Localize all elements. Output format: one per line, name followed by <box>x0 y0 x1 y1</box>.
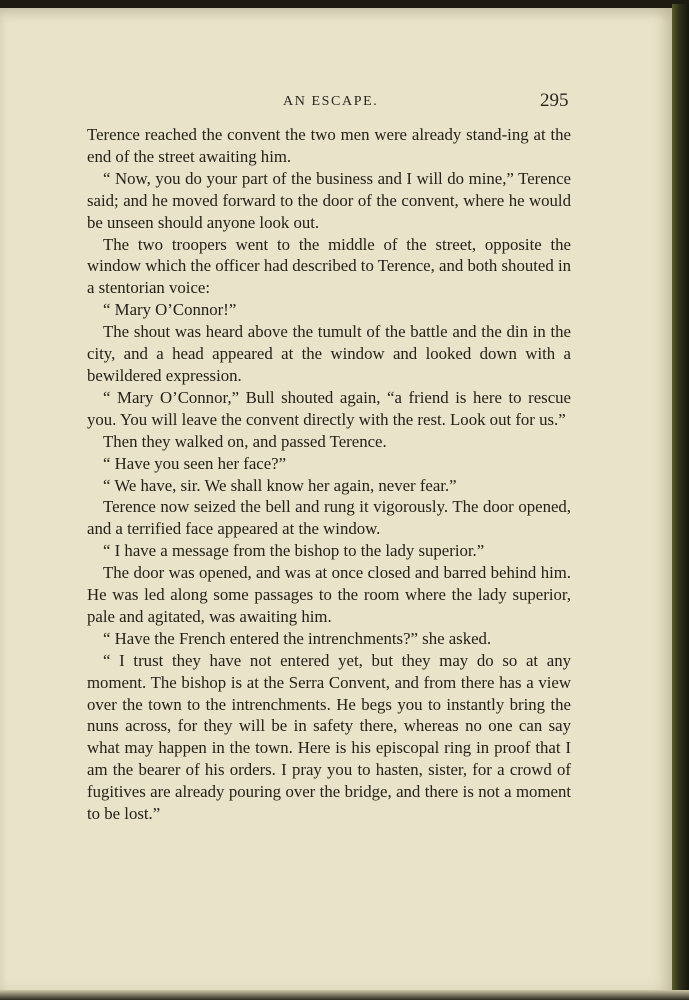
paragraph: “ Mary O’Connor!” <box>103 300 237 320</box>
book-page <box>0 8 674 994</box>
paragraph: Then they walked on, and passed Terence. <box>103 431 387 451</box>
running-head: AN ESCAPE. <box>283 94 379 109</box>
bottom-edge <box>0 990 689 1000</box>
paragraph: The shout was heard above the tumult of the battle and the din in the city, and a head appeared at the window and looked down with a bewildered expression. <box>87 322 571 385</box>
paragraph: Terence now seized the bell and rung it vigorously. The door opened, and a terrified face appeared at the window. <box>87 497 571 539</box>
paragraph: “ I trust they have not entered yet, but they may do so at any moment. The bishop is at the Serra Convent, and from there has a view over the town to the intrenchments. He begs you to instantly bring the nuns across, for they will be in safety there, whereas no one can say what may happen in the town. Here is his episcopal ring in proof that I am the bearer of his orders. I pray you to hasten, sister, for a crowd of fugitives are already pouring over the bridge, and there is not a moment to be lost.” <box>87 650 571 824</box>
paragraph: “ I have a message from the bishop to the lady superior.” <box>103 541 485 561</box>
paragraph: “ Have the French entered the intrenchments?” she asked. <box>103 628 492 648</box>
paragraph: “ Now, you do your part of the business and I will do mine,” Terence said; and he moved forward to the door of the convent, where he would be unseen should anyone look out. <box>87 168 571 232</box>
book-edge <box>672 4 689 1000</box>
paragraph: “ We have, sir. We shall know her again, never fear.” <box>103 475 457 495</box>
paragraph: Terence reached the convent the two men were already stand-ing at the end of the street awaiting him. <box>87 125 571 166</box>
paragraph: The two troopers went to the middle of the street, opposite the window which the officer had described to Terence, and both shouted in a stentorian voice: <box>87 234 571 298</box>
page-header <box>0 90 672 118</box>
paragraph: “ Have you seen her face?” <box>103 453 287 473</box>
paragraph: The door was opened, and was at once closed and barred behind him. He was led along some passages to the room where the lady superior, pale and agitated, was awaiting him. <box>87 563 571 626</box>
page-number: 295 <box>540 90 569 111</box>
paragraph: “ Mary O’Connor,” Bull shouted again, “a friend is here to rescue you. You will leave the convent directly with the rest. Look out for us.” <box>87 387 571 429</box>
body-text <box>87 124 571 825</box>
